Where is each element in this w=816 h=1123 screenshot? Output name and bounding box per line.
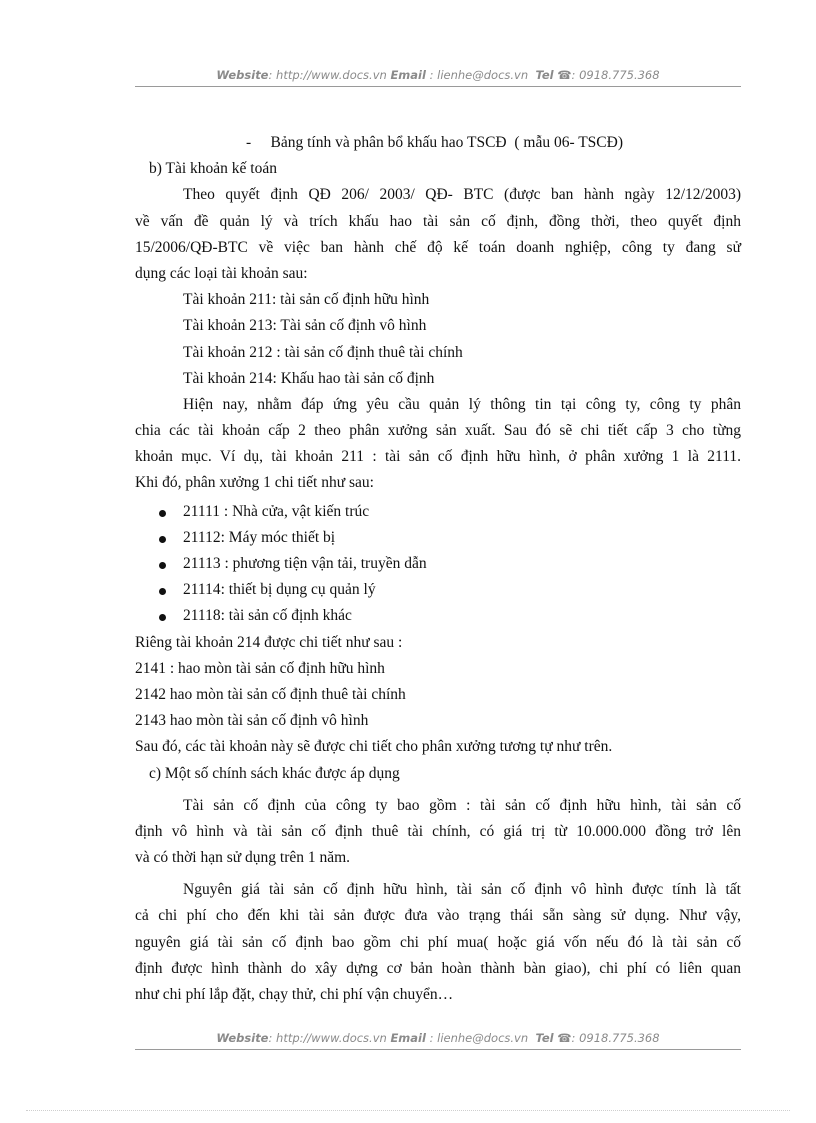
detail-214-line: Sau đó, các tài khoản này sẽ được chi tiết cho phân xưởng tương tự như trên. — [135, 738, 613, 756]
header-rule — [135, 86, 741, 87]
bullet-dot-icon — [159, 588, 166, 595]
bullet-text: 21112: Máy móc thiết bị — [183, 528, 336, 546]
para4-line: Nguyên giá tài sản cố định hữu hình, tài sản cố định vô hình được tính là tất — [183, 881, 741, 899]
bullet-item — [135, 551, 741, 577]
page-boundary — [26, 1110, 790, 1111]
bullet-item — [135, 577, 741, 603]
account-item: Tài khoản 213: Tài sản cố định vô hình — [183, 317, 427, 335]
detail-214-line: 2143 hao mòn tài sản cố định vô hình — [135, 712, 369, 730]
bullet-text: 21113 : phương tiện vận tải, truyền dẫn — [183, 555, 427, 572]
bullet-dot-icon — [159, 536, 166, 543]
para1-line: dụng các loại tài khoản sau: — [135, 264, 308, 282]
para4-line: như chi phí lắp đặt, chạy thử, chi phí vận chuyển… — [135, 986, 454, 1003]
phone-icon: ☎ — [557, 68, 572, 82]
detail-214-line: Riêng tài khoản 214 được chi tiết như sau : — [135, 633, 403, 651]
para4-line: cả chi phí cho đến khi tài sản được đưa vào trạng thái sẵn sàng sử dụng. Như vậy, — [135, 907, 741, 925]
bullet-item — [135, 525, 741, 551]
header-tel-value: : 0918.775.368 — [571, 68, 660, 82]
detail-214-line: 2141 : hao mòn tài sản cố định hữu hình — [135, 659, 385, 677]
footer-tel-value: : 0918.775.368 — [571, 1031, 660, 1045]
para3-line: Tài sản cố định của công ty bao gồm : tài sản cố định hữu hình, tài sản cố — [183, 796, 741, 814]
bullet-item — [135, 603, 741, 629]
account-item: Tài khoản 212 : tài sản cố định thuê tài chính — [183, 343, 463, 361]
bullet-text: 21114: thiết bị dụng cụ quản lý — [183, 581, 376, 599]
account-item: Tài khoản 211: tài sản cố định hữu hình — [183, 291, 430, 309]
phone-icon: ☎ — [557, 1031, 572, 1045]
section-c-heading: c) Một số chính sách khác được áp dụng — [149, 764, 400, 782]
para4-line: nguyên giá tài sản cố định bao gồm chi phí mua( hoặc giá vốn nếu đó là tài sản cố — [135, 933, 741, 951]
para1-line: Theo quyết định QĐ 206/ 2003/ QĐ- BTC (được ban hành ngày 12/12/2003) — [183, 186, 741, 204]
bullet-dot-icon — [159, 510, 166, 517]
header-email-label: Email — [390, 68, 426, 82]
bullet-item — [135, 499, 741, 525]
footer-website-label: Website — [216, 1031, 269, 1045]
header-tel-label: Tel — [535, 68, 554, 82]
para2-line: khoản mục. Ví dụ, tài khoản 211 : tài sản cố định hữu hình, ở phân xưởng 1 là 2111. — [135, 448, 741, 466]
account-item: Tài khoản 214: Khấu hao tài sản cố định — [183, 369, 435, 387]
detail-214-line: 2142 hao mòn tài sản cố định thuê tài chính — [135, 685, 406, 703]
para1-line: 15/2006/QĐ-BTC về việc ban hành chế độ kế toán doanh nghiệp, công ty đang sử — [135, 238, 741, 256]
para3-line: định vô hình và tài sản cố định thuê tài chính, có giá trị từ 10.000.000 đồng trở lên — [135, 822, 741, 840]
bullet-dot-icon — [159, 614, 166, 621]
para2-line: Hiện nay, nhằm đáp ứng yêu cầu quản lý thông tin tại công ty, công ty phân — [183, 395, 741, 413]
footer-website-url[interactable]: : http://www.docs.vn — [268, 1031, 387, 1045]
page-footer — [135, 1031, 741, 1045]
para1-line: về vấn đề quản lý và trích khấu hao tài sản cố định, đồng thời, theo quyết định — [135, 212, 741, 230]
header-email-value[interactable]: : lienhe@docs.vn — [425, 68, 529, 82]
para3-line: và có thời hạn sử dụng trên 1 năm. — [135, 849, 351, 867]
para4-line: định được hình thành do xây dựng cơ bản hoàn thành bàn giao), chi phí có liên quan — [135, 959, 741, 977]
footer-email-label: Email — [390, 1031, 426, 1045]
page-header — [135, 68, 741, 82]
footer-rule — [135, 1049, 741, 1050]
dash-item: - Bảng tính và phân bổ khấu hao TSCĐ ( mẫu 06- TSCĐ) — [246, 134, 623, 151]
para2-line: Khi đó, phân xưởng 1 chi tiết như sau: — [135, 474, 374, 492]
bullet-text: 21111 : Nhà cửa, vật kiến trúc — [183, 502, 370, 520]
bullet-dot-icon — [159, 562, 166, 569]
footer-email-value[interactable]: : lienhe@docs.vn — [425, 1031, 529, 1045]
para2-line: chia các tài khoản cấp 2 theo phân xưởng sản xuất. Sau đó sẽ chi tiết cấp 3 cho từng — [135, 422, 741, 440]
section-b-heading: b) Tài khoản kế toán — [149, 160, 277, 178]
footer-tel-label: Tel — [535, 1031, 554, 1045]
document-body — [135, 130, 741, 1008]
header-website-label: Website — [216, 68, 269, 82]
header-website-url[interactable]: : http://www.docs.vn — [268, 68, 387, 82]
bullet-text: 21118: tài sản cố định khác — [183, 607, 352, 625]
